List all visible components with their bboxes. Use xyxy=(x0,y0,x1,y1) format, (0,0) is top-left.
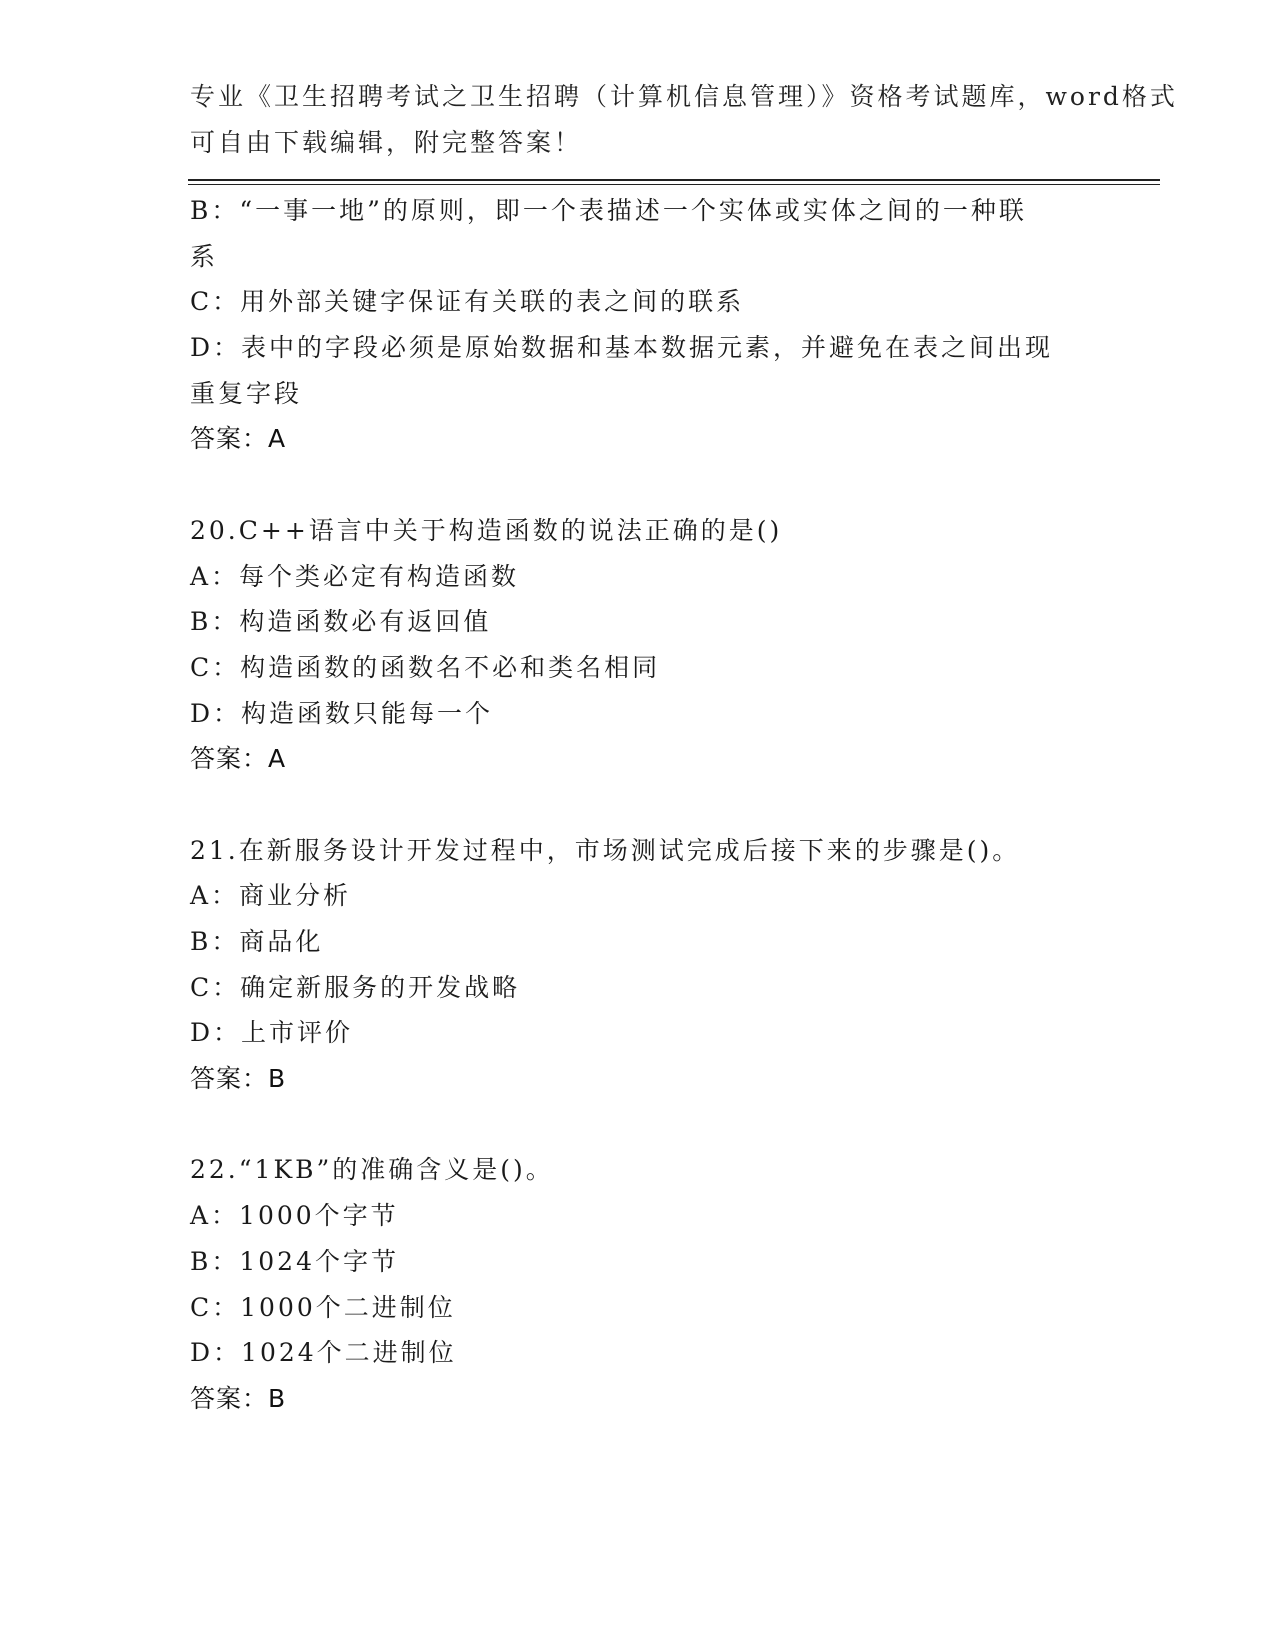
spacer xyxy=(190,782,1090,828)
option-c: C：1000个二进制位 xyxy=(190,1292,456,1322)
question-block-22 xyxy=(190,1147,1090,1421)
question-block-21 xyxy=(190,828,1090,1102)
header-line-2: 可自由下载编辑，附完整答案！ xyxy=(190,127,583,157)
option-a: A：1000个字节 xyxy=(190,1201,399,1231)
header-line-1: 专业《卫生招聘考试之卫生招聘（计算机信息管理）》资格考试题库，word格式 xyxy=(190,82,1178,111)
option-c: C：用外部关键字保证有关联的表之间的联系 xyxy=(190,287,745,317)
option-c: C：确定新服务的开发战略 xyxy=(190,972,521,1002)
answer-line: 答案：A xyxy=(190,424,287,454)
question-stem: 20.C++语言中关于构造函数的说法正确的是() xyxy=(190,515,783,545)
spacer xyxy=(190,1102,1090,1148)
question-block-prev xyxy=(190,188,1090,462)
question-stem: 21.在新服务设计开发过程中，市场测试完成后接下来的步骤是()。 xyxy=(190,835,1021,865)
option-c: C：构造函数的函数名不必和类名相同 xyxy=(190,652,661,682)
question-stem: 22.“1KB”的准确含义是()。 xyxy=(190,1155,554,1185)
option-b: B：构造函数必有返回值 xyxy=(190,607,492,637)
option-b: B：商品化 xyxy=(190,927,324,956)
option-d: D：上市评价 xyxy=(190,1018,354,1048)
option-d-continued: 重复字段 xyxy=(190,378,303,408)
option-b: B：1024个字节 xyxy=(190,1246,399,1276)
option-a: A：每个类必定有构造函数 xyxy=(190,561,520,591)
spacer xyxy=(190,462,1090,508)
option-a: A：商业分析 xyxy=(190,881,352,911)
header-divider-thick xyxy=(188,179,1160,181)
question-content xyxy=(190,188,1090,1422)
answer-line: 答案：B xyxy=(190,1064,287,1094)
option-b-continued: 系 xyxy=(190,241,219,271)
option-b: B：“一事一地”的原则，即一个表描述一个实体或实体之间的一种联 xyxy=(190,196,1027,225)
question-block-20 xyxy=(190,508,1090,782)
header-divider-thin xyxy=(188,184,1160,185)
answer-line: 答案：B xyxy=(190,1383,287,1413)
answer-line: 答案：A xyxy=(190,744,287,774)
document-header xyxy=(190,74,1178,165)
option-d: D：构造函数只能每一个 xyxy=(190,698,494,728)
option-d: D：1024个二进制位 xyxy=(190,1338,457,1368)
option-d: D：表中的字段必须是原始数据和基本数据元素，并避免在表之间出现 xyxy=(190,333,1054,363)
